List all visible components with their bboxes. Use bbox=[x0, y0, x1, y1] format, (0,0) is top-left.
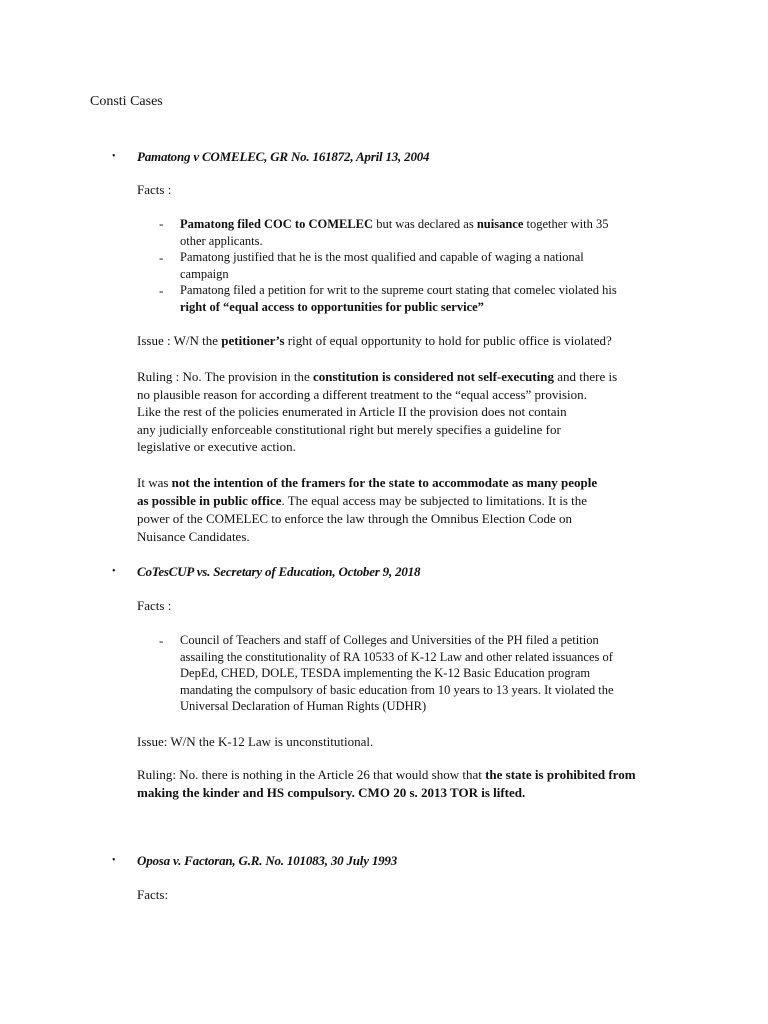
dash-icon: - bbox=[159, 283, 164, 298]
case2-ruling-bold1: the state is prohibited from bbox=[485, 767, 636, 782]
bullet-icon: • bbox=[112, 566, 116, 577]
case1-issue-text1: Issue : W/N the bbox=[137, 333, 222, 348]
case1-ruling-text2: and there is bbox=[553, 369, 618, 384]
case2-ruling bbox=[137, 766, 636, 801]
case1-ruling bbox=[137, 368, 617, 456]
case1-paragraph bbox=[137, 474, 597, 546]
case2-issue: Issue: W/N the K-12 Law is unconstitutional. bbox=[137, 734, 374, 749]
case2-fact1-line3: DepEd, CHED, DOLE, TESDA implementing the K-12 Basic Education program bbox=[180, 666, 591, 680]
case1-ruling-line5: legislative or executive action. bbox=[137, 439, 296, 454]
case1-fact1-text1: but was declared as bbox=[373, 217, 477, 231]
case1-fact2-line1: Pamatong justified that he is the most qualified and capable of waging a national bbox=[180, 250, 584, 264]
case1-fact3 bbox=[180, 282, 617, 316]
case1-fact1-bold2: nuisance bbox=[476, 217, 524, 231]
case2-facts-label: Facts : bbox=[137, 598, 172, 613]
case1-fact3-bold: right of “equal access to opportunities for public service” bbox=[180, 300, 484, 314]
case1-paragraph-bold1: not the intention of the framers for the state to accommodate as many people bbox=[171, 475, 598, 490]
case1-ruling-text1: Ruling : No. The provision in the bbox=[137, 369, 313, 384]
case1-ruling-line2: no plausible reason for according a different treatment to the “equal access” provision. bbox=[137, 386, 587, 402]
case1-fact3-line1: Pamatong filed a petition for writ to the supreme court stating that comelec violated his bbox=[180, 283, 617, 297]
document-title: Consti Cases bbox=[90, 94, 163, 109]
dash-icon: - bbox=[159, 250, 164, 265]
case1-fact2-line2: campaign bbox=[180, 266, 229, 281]
case1-ruling-bold: constitution is considered not self-executing bbox=[312, 369, 554, 384]
dash-icon: - bbox=[159, 633, 164, 648]
case1-issue-text2: right of equal opportunity to hold for public office is violated? bbox=[284, 333, 612, 348]
case1-issue-bold: petitioner’s bbox=[221, 333, 285, 348]
bullet-icon: • bbox=[112, 855, 116, 866]
case1-paragraph-line3: power of the COMELEC to enforce the law through the Omnibus Election Code on bbox=[137, 511, 573, 526]
case1-paragraph-text1: It was bbox=[137, 475, 172, 490]
case1-issue bbox=[137, 332, 612, 350]
case1-paragraph-line4: Nuisance Candidates. bbox=[137, 529, 250, 544]
case2-fact1-line4: mandating the compulsory of basic education from 10 years to 13 years. It violated the bbox=[180, 682, 614, 697]
case2-ruling-text1: Ruling: No. there is nothing in the Article 26 that would show that bbox=[137, 767, 486, 782]
case1-fact1 bbox=[180, 216, 608, 249]
case1-heading: Pamatong v COMELEC, GR No. 161872, April 13, 2004 bbox=[137, 149, 430, 164]
case1-paragraph-bold2: as possible in public office bbox=[137, 493, 282, 508]
case2-ruling-bold2: making the kinder and HS compulsory. CMO 20 s. 2013 TOR is lifted. bbox=[137, 784, 526, 800]
case1-ruling-line3: Like the rest of the policies enumerated in Article II the provision does not contain bbox=[137, 404, 567, 419]
dash-icon: - bbox=[159, 216, 164, 231]
case3-heading: Oposa v. Factoran, G.R. No. 101083, 30 July 1993 bbox=[137, 853, 398, 868]
case1-paragraph-text2: . The equal access may be subjected to limitations. It is the bbox=[281, 493, 588, 508]
case3-facts-label: Facts: bbox=[137, 887, 169, 902]
case2-fact1-line5: Universal Declaration of Human Rights (UDHR) bbox=[180, 699, 427, 713]
case2-fact1-line2: assailing the constitutionality of RA 10533 of K-12 Law and other related issuances of bbox=[180, 649, 613, 664]
case1-ruling-line4: any judicially enforceable constitutional right but merely specifies a guideline for bbox=[137, 421, 561, 437]
case1-facts-label: Facts : bbox=[137, 182, 172, 197]
case1-fact1-bold1: Pamatong filed COC to COMELEC bbox=[180, 217, 374, 231]
bullet-icon: • bbox=[112, 151, 116, 162]
case1-fact1-text2: together with 35 bbox=[523, 217, 609, 231]
case1-fact2 bbox=[180, 249, 584, 282]
case2-fact1-line1: Council of Teachers and staff of Colleges and Universities of the PH filed a petition bbox=[180, 633, 599, 647]
case1-fact1-line2: other applicants. bbox=[180, 233, 263, 248]
case2-fact1 bbox=[180, 632, 614, 715]
case2-heading: CoTesCUP vs. Secretary of Education, October 9, 2018 bbox=[137, 564, 421, 579]
